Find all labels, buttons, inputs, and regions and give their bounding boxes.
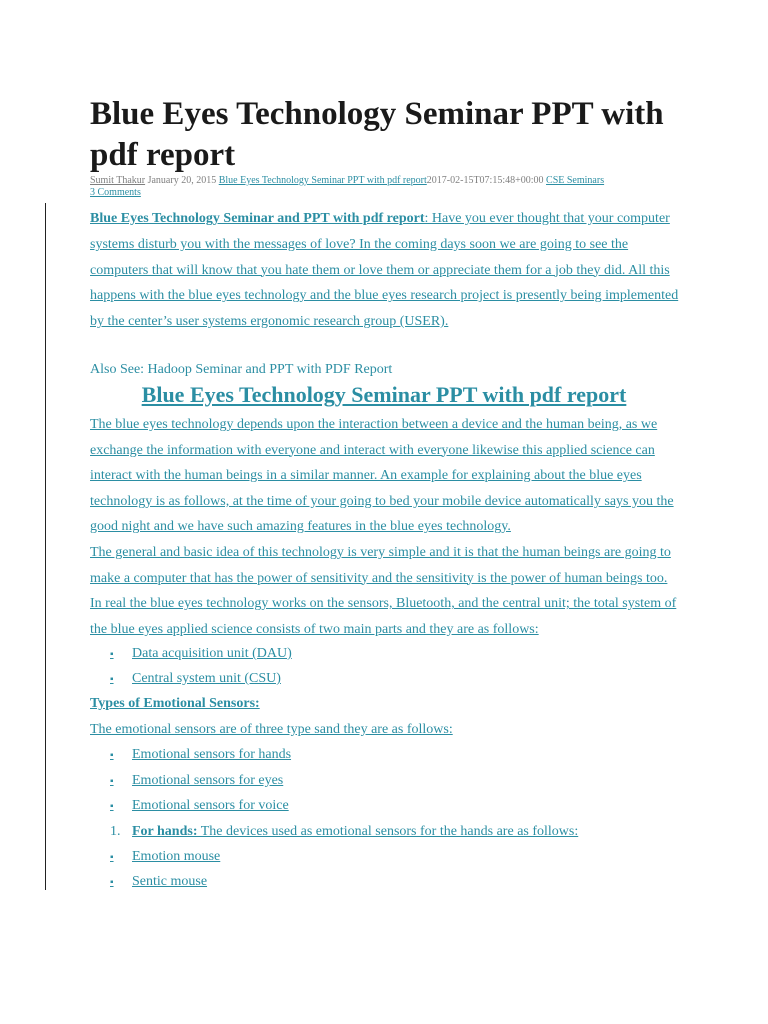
author-link[interactable]: Sumit Thakur [90,175,146,186]
post-date: January 20, 2015 [147,175,217,186]
bullet-icon: ▪ [110,750,114,761]
article-meta [90,175,690,199]
list-item [110,669,281,690]
body-paragraphs [90,412,682,642]
bullet-icon: ▪ [110,649,114,660]
numbered-text: The devices used as emotional sensors for the hands are as follows: [197,824,579,839]
list-item [110,796,289,817]
article-title: Blue Eyes Technology Seminar PPT with pdf report [90,96,664,173]
list-item-text: Emotional sensors for hands [132,747,292,762]
category-link[interactable]: CSE Seminars [546,175,605,186]
bullet-icon: ▪ [110,852,114,863]
intro-paragraph [90,206,680,335]
intro-lead-link[interactable]: Blue Eyes Technology Seminar and PPT with pdf report [90,211,425,226]
list-item-text: Data acquisition unit (DAU) [132,646,292,661]
paragraph-2: The general and basic idea of this technology is very simple and it is that the human beings are going to make a computer that has the power of sensitivity and the sensitivity is the power of human beings too. In real the blue eyes technology works on the sensors, Bluetooth, and the central unit; the total system of the blue eyes applied science consists of two main parts and they are as follows: [90,544,677,637]
item-number: 1. [110,824,121,839]
bullet-icon: ▪ [110,877,114,888]
list-item [110,745,291,766]
comments-link[interactable]: 3 Comments [90,187,141,198]
list-item [110,872,207,893]
bullet-icon: ▪ [110,801,114,812]
list-item-text: Central system unit (CSU) [132,671,281,686]
intro-text: : Have you ever thought that your computer systems disturb you with the messages of love? In the coming days soon we are going to see the computers that will know that you hate them or love them or appreciate them for a job they did. All this happens with the blue eyes technology and the blue eyes research project is presently being implemented by the center’s user systems ergonomic research group (USER). [90,211,679,330]
post-timestamp: 2017-02-15T07:15:48+00:00 [426,175,544,186]
types-heading: Types of Emotional Sensors: [90,696,260,711]
list-item [110,771,283,792]
emotional-lead: The emotional sensors are of three type sand they are as follows: [90,722,453,737]
list-item-text: Emotion mouse [132,849,221,864]
paragraph-1: The blue eyes technology depends upon the interaction between a device and the human being, as we exchange the information with everyone and interact with everyone likewise this applied science can interact with the human beings in a similar manner. An example for explaining about the blue eyes technology is as follows, at the time of your going to bed your mobile device automatically says you the good night and we have such amazing features in the blue eyes technology. [90,417,674,535]
list-item-text: Emotional sensors for voice [132,798,289,813]
numbered-item [110,822,578,842]
numbered-label: For hands: [132,824,198,839]
bullet-icon: ▪ [110,776,114,787]
margin-rule [45,203,46,890]
list-item [110,644,292,665]
list-item-text: Emotional sensors for eyes [132,773,284,788]
also-see-link[interactable]: Also See: Hadoop Seminar and PPT with PDF Report [90,362,393,377]
list-item-text: Sentic mouse [132,874,208,889]
list-item [110,847,220,868]
bullet-icon: ▪ [110,674,114,685]
post-link[interactable]: Blue Eyes Technology Seminar PPT with pdf report [218,175,427,186]
section-heading: Blue Eyes Technology Seminar PPT with pdf report [141,382,627,407]
